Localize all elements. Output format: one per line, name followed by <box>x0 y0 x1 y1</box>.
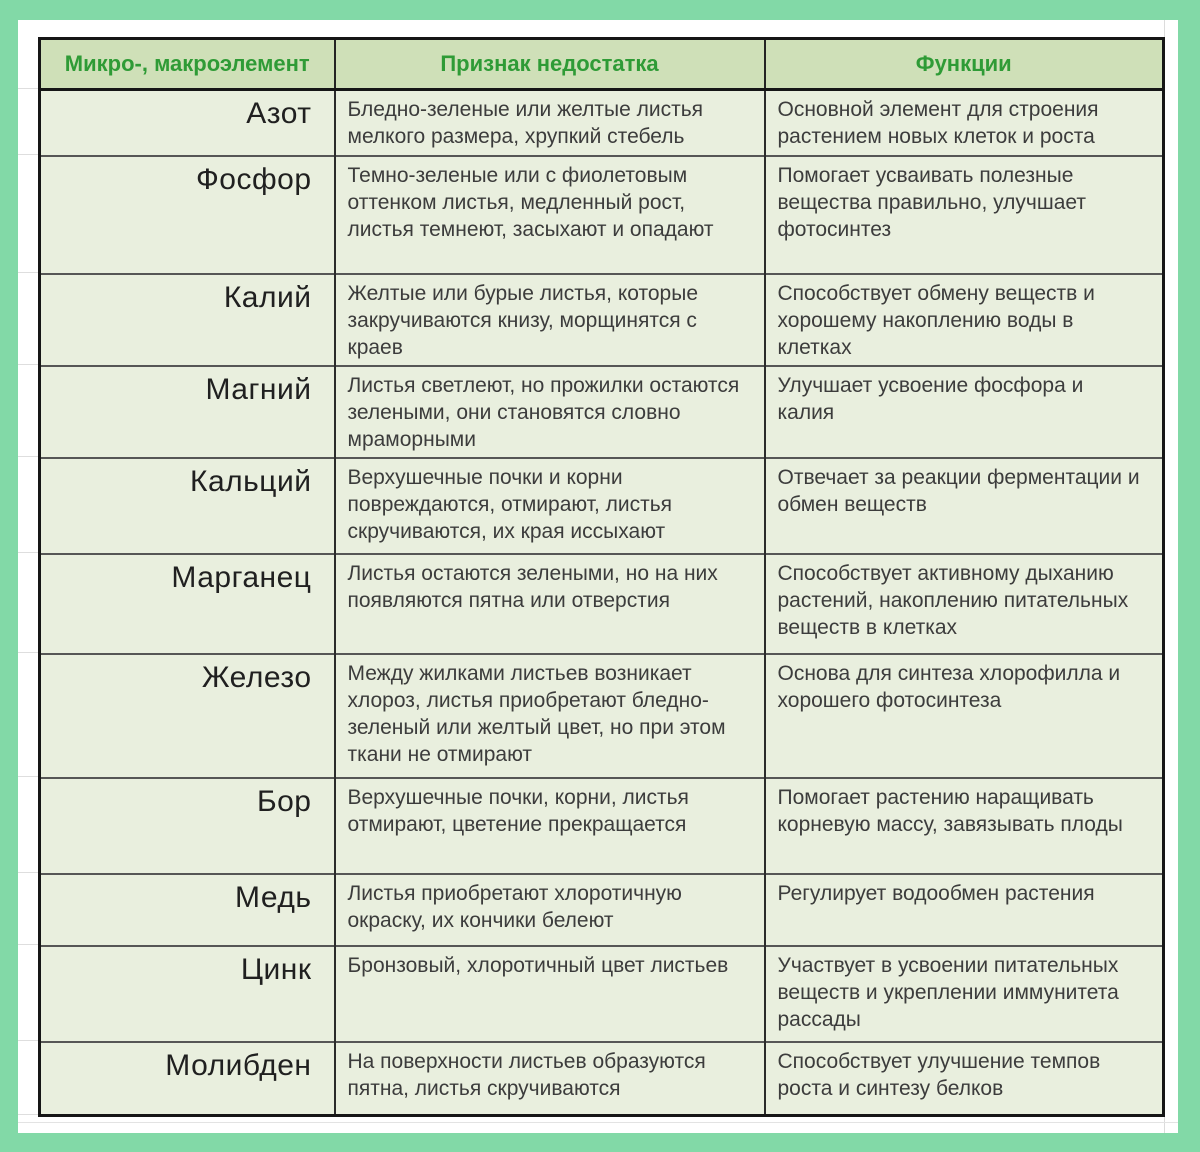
row-gutter <box>18 20 38 1133</box>
element-name-cell: Марганец <box>40 554 335 654</box>
function-cell: Участвует в усвоении питательных веществ и укреплении иммунитета рассады <box>765 946 1164 1042</box>
function-cell: Способствует улучшение темпов роста и синтезу белков <box>765 1042 1164 1116</box>
element-name-cell: Молибден <box>40 1042 335 1116</box>
deficiency-cell: Бледно-зеленые или желтые листья мелкого размера, хрупкий стебель <box>335 90 765 156</box>
table-row <box>40 946 1164 1042</box>
element-name-cell: Бор <box>40 778 335 874</box>
function-cell: Регулирует водообмен растения <box>765 874 1164 946</box>
element-name-cell: Азот <box>40 90 335 156</box>
table-row <box>40 274 1164 366</box>
spreadsheet-sheet <box>18 20 1178 1133</box>
table-row <box>40 554 1164 654</box>
function-cell: Основной элемент для строения растением новых клеток и роста <box>765 90 1164 156</box>
deficiency-cell: Между жилками листьев возникает хлороз, листья приобретают бледно-зеленый или желтый цвет, но при этом ткани не отмирают <box>335 654 765 778</box>
function-cell: Помогает растению наращивать корневую массу, завязывать плоды <box>765 778 1164 874</box>
table-row <box>40 156 1164 274</box>
column-header-element: Микро-, макроэлемент <box>40 39 335 90</box>
deficiency-cell: Желтые или бурые листья, которые закручиваются книзу, морщинятся с краев <box>335 274 765 366</box>
grid-line-horizontal <box>18 154 38 155</box>
element-name-cell: Фосфор <box>40 156 335 274</box>
column-header-function: Функции <box>765 39 1164 90</box>
grid-line-horizontal <box>18 1114 38 1115</box>
table-row <box>40 654 1164 778</box>
grid-line-horizontal <box>18 456 38 457</box>
deficiency-cell: Верхушечные почки, корни, листья отмирают, цветение прекращается <box>335 778 765 874</box>
function-cell: Способствует обмену веществ и хорошему накоплению воды в клетках <box>765 274 1164 366</box>
table-row <box>40 778 1164 874</box>
element-name-cell: Кальций <box>40 458 335 554</box>
deficiency-cell: Бронзовый, хлоротичный цвет листьев <box>335 946 765 1042</box>
grid-line-horizontal <box>18 1122 1178 1123</box>
deficiency-cell: Листья остаются зелеными, но на них появляются пятна или отверстия <box>335 554 765 654</box>
grid-line-horizontal <box>18 272 38 273</box>
grid-line-horizontal <box>18 1040 38 1041</box>
table-row <box>40 458 1164 554</box>
element-name-cell: Медь <box>40 874 335 946</box>
header-row <box>40 39 1164 90</box>
deficiency-cell: На поверхности листьев образуются пятна, листья скручиваются <box>335 1042 765 1116</box>
element-name-cell: Цинк <box>40 946 335 1042</box>
grid-line-horizontal <box>18 872 38 873</box>
grid-line-horizontal <box>18 776 38 777</box>
table-row <box>40 90 1164 156</box>
function-cell: Помогает усваивать полезные вещества правильно, улучшает фотосинтез <box>765 156 1164 274</box>
table-row <box>40 1042 1164 1116</box>
function-cell: Отвечает за реакции ферментации и обмен веществ <box>765 458 1164 554</box>
grid-line-horizontal <box>18 944 38 945</box>
grid-line-horizontal <box>18 652 38 653</box>
function-cell: Основа для синтеза хлорофилла и хорошего фотосинтеза <box>765 654 1164 778</box>
nutrients-table <box>38 37 1165 1117</box>
deficiency-cell: Листья приобретают хлоротичную окраску, их кончики белеют <box>335 874 765 946</box>
deficiency-cell: Темно-зеленые или с фиолетовым оттенком листья, медленный рост, листья темнеют, засыхают и опадают <box>335 156 765 274</box>
grid-line-horizontal <box>18 88 38 89</box>
table-row <box>40 874 1164 946</box>
grid-line-horizontal <box>18 364 38 365</box>
element-name-cell: Магний <box>40 366 335 458</box>
table-row <box>40 366 1164 458</box>
function-cell: Улучшает усвоение фосфора и калия <box>765 366 1164 458</box>
element-name-cell: Железо <box>40 654 335 778</box>
deficiency-cell: Верхушечные почки и корни повреждаются, отмирают, листья скручиваются, их края иссыхают <box>335 458 765 554</box>
element-name-cell: Калий <box>40 274 335 366</box>
deficiency-cell: Листья светлеют, но прожилки остаются зелеными, они становятся словно мраморными <box>335 366 765 458</box>
grid-line-horizontal <box>18 552 38 553</box>
column-header-deficiency: Признак недостатка <box>335 39 765 90</box>
function-cell: Способствует активному дыханию растений, накоплению питательных веществ в клетках <box>765 554 1164 654</box>
